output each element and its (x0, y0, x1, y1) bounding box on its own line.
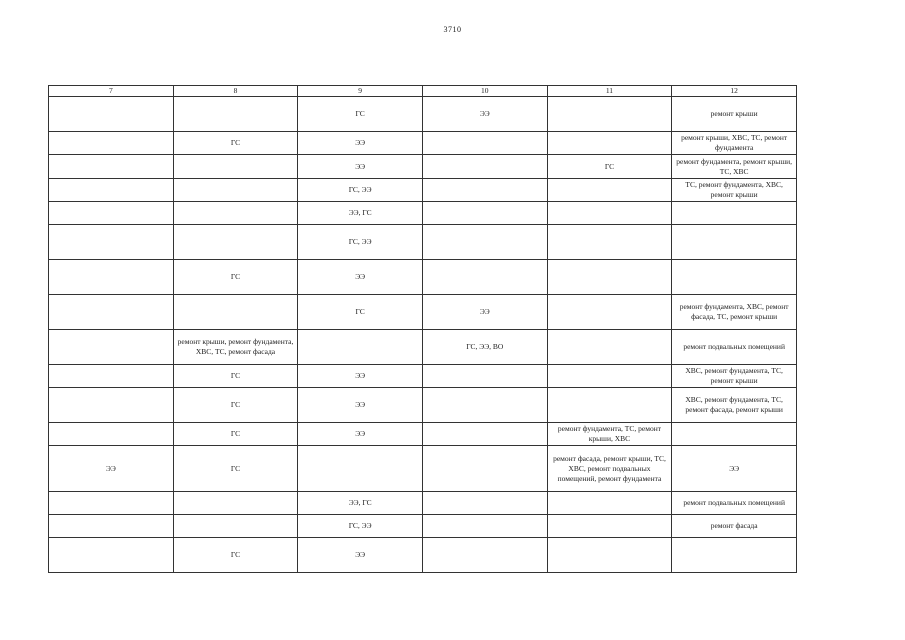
table-cell (49, 538, 174, 573)
table-cell (547, 492, 672, 515)
table-cell (422, 202, 547, 225)
table-cell: ГС (173, 423, 298, 446)
table-cell (547, 202, 672, 225)
table-row (49, 97, 797, 132)
table-row (49, 365, 797, 388)
table-cell (547, 97, 672, 132)
column-header: 7 (49, 86, 174, 97)
table-cell: ГС (173, 365, 298, 388)
table-cell: ремонт фундамента, ТС, ремонт крыши, ХВС (547, 423, 672, 446)
table-row (49, 225, 797, 260)
table-cell (49, 365, 174, 388)
table-cell (422, 515, 547, 538)
table-cell: ГС, ЭЭ (298, 179, 423, 202)
table-cell (49, 330, 174, 365)
column-header: 9 (298, 86, 423, 97)
table-cell (173, 225, 298, 260)
table-cell (547, 132, 672, 155)
table-cell (49, 225, 174, 260)
table-cell (672, 538, 797, 573)
table-cell (49, 423, 174, 446)
table-cell: ГС, ЭЭ (298, 515, 423, 538)
table-cell: ремонт фасада, ремонт крыши, ТС, ХВС, ремонт подвальных помещений, ремонт фундамента (547, 446, 672, 492)
column-header: 8 (173, 86, 298, 97)
table-cell (49, 155, 174, 179)
table-cell: ЭЭ (298, 132, 423, 155)
table-cell (49, 260, 174, 295)
table-row (49, 446, 797, 492)
table-cell (547, 365, 672, 388)
table-cell: ремонт подвальных помещений (672, 492, 797, 515)
table-row (49, 155, 797, 179)
table-cell (49, 295, 174, 330)
table-cell: ГС, ЭЭ, ВО (422, 330, 547, 365)
table-cell (173, 97, 298, 132)
table-cell (49, 202, 174, 225)
table-cell: ГС (173, 446, 298, 492)
table-cell: ЭЭ (298, 155, 423, 179)
table-cell: ХВС, ремонт фундамента, ТС, ремонт фасада, ремонт крыши (672, 388, 797, 423)
table-cell (422, 179, 547, 202)
table-row (49, 388, 797, 423)
table-cell: ЭЭ, ГС (298, 492, 423, 515)
table-cell: ГС (173, 132, 298, 155)
table-cell: ГС (298, 97, 423, 132)
table-cell: ремонт крыши, ремонт фундамента, ХВС, ТС, ремонт фасада (173, 330, 298, 365)
table-cell (547, 330, 672, 365)
table-cell: ремонт крыши (672, 97, 797, 132)
table-cell (49, 132, 174, 155)
table-cell (173, 155, 298, 179)
column-header: 12 (672, 86, 797, 97)
table-cell (547, 295, 672, 330)
table-cell: ЭЭ (298, 423, 423, 446)
table-cell: ЭЭ (49, 446, 174, 492)
table-row (49, 260, 797, 295)
table-cell (547, 225, 672, 260)
table-row (49, 132, 797, 155)
table-cell (422, 388, 547, 423)
column-header: 11 (547, 86, 672, 97)
table-cell: ЭЭ (298, 538, 423, 573)
table-row (49, 492, 797, 515)
column-header: 10 (422, 86, 547, 97)
table-cell (49, 97, 174, 132)
table-cell (547, 538, 672, 573)
table-cell (298, 330, 423, 365)
table-cell (547, 515, 672, 538)
table-cell (422, 538, 547, 573)
table-cell (672, 202, 797, 225)
table-row (49, 538, 797, 573)
table-row (49, 202, 797, 225)
table-cell (422, 365, 547, 388)
table-cell: ЭЭ (298, 388, 423, 423)
table-cell (672, 225, 797, 260)
table-cell: ГС, ЭЭ (298, 225, 423, 260)
table-cell (173, 515, 298, 538)
table-cell (49, 515, 174, 538)
table-cell (547, 260, 672, 295)
table-cell: ЭЭ (298, 365, 423, 388)
table-cell (422, 155, 547, 179)
table-cell (422, 260, 547, 295)
data-table (48, 85, 797, 573)
table-cell: ремонт фундамента, ХВС, ремонт фасада, ТС, ремонт крыши (672, 295, 797, 330)
table-cell: ГС (547, 155, 672, 179)
table-cell (173, 202, 298, 225)
table-cell (173, 492, 298, 515)
table-cell: ТС, ремонт фундамента, ХВС, ремонт крыши (672, 179, 797, 202)
table-cell: ГС (298, 295, 423, 330)
table-row (49, 515, 797, 538)
table-row (49, 179, 797, 202)
table-cell (49, 492, 174, 515)
table-cell: ЭЭ (422, 97, 547, 132)
table-cell: ЭЭ (298, 260, 423, 295)
table-cell (672, 260, 797, 295)
table-cell: ЭЭ (422, 295, 547, 330)
table-cell (173, 179, 298, 202)
table-row (49, 330, 797, 365)
table-cell (547, 179, 672, 202)
header-row (49, 86, 797, 97)
table-cell: ремонт фундамента, ремонт крыши, ТС, ХВС (672, 155, 797, 179)
table-row (49, 295, 797, 330)
table-cell (422, 132, 547, 155)
table-cell: ЭЭ, ГС (298, 202, 423, 225)
table-cell: ремонт подвальных помещений (672, 330, 797, 365)
table-cell (422, 423, 547, 446)
table-cell (298, 446, 423, 492)
page-number: 3710 (443, 25, 462, 34)
table-cell (173, 295, 298, 330)
table-cell: ЭЭ (672, 446, 797, 492)
table-row (49, 423, 797, 446)
table-cell: ХВС, ремонт фундамента, ТС, ремонт крыши (672, 365, 797, 388)
table-cell: ГС (173, 260, 298, 295)
table-cell (422, 446, 547, 492)
table-cell (49, 179, 174, 202)
table-cell (49, 388, 174, 423)
table-cell (672, 423, 797, 446)
table-cell: ГС (173, 388, 298, 423)
table-cell (422, 492, 547, 515)
table-cell: ремонт крыши, ХВС, ТС, ремонт фундамента (672, 132, 797, 155)
table-cell: ГС (173, 538, 298, 573)
table-cell (422, 225, 547, 260)
table-cell (547, 388, 672, 423)
table-cell: ремонт фасада (672, 515, 797, 538)
